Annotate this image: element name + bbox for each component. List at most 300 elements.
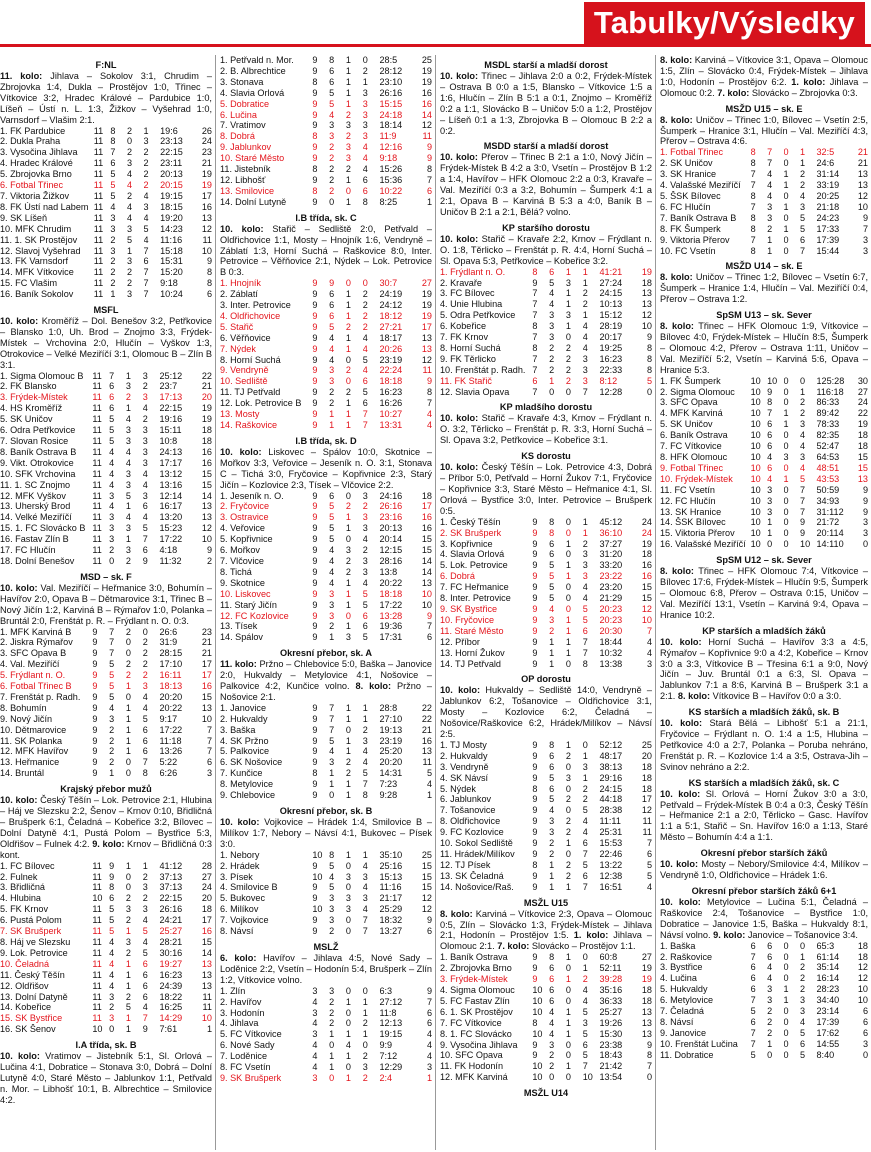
table-row [440,278,652,289]
table-cell: 5 [109,681,115,692]
table-cell: 36:10 [599,527,623,538]
table-cell: 4 [582,582,588,593]
league-title: KP starších a mladších žáků [702,625,826,636]
table-cell: 3 [862,528,868,539]
table-cell: 5 [329,860,335,871]
team-name: 11. 1. SK Prostějov [0,234,78,245]
table-cell: 13:27 [379,926,403,937]
team-name: 8. Metylovice [220,779,274,790]
table-cell: 13 [421,332,432,343]
table-cell: 9 [862,495,868,506]
table-cell: 9 [532,1039,538,1050]
table-cell: 22 [857,408,868,419]
table-cell: 0 [565,549,571,560]
table-row [0,681,212,692]
league-title: I.A třída, sk. B [75,1040,137,1051]
team-name: 10. SFC Opava [440,1050,503,1061]
table-cell: 5 [329,87,335,98]
table-cell: 3 [800,995,806,1006]
team-name: 1. Sigma Olomouc B [0,370,84,381]
table-cell: 5 [426,768,432,779]
league-section [220,647,432,801]
table-cell: 19 [421,289,432,300]
table-cell: 5 [549,593,555,604]
table-cell: 9:28 [379,790,398,801]
team-name: 1. Frýdlant n. O. [440,266,506,277]
table-row [220,197,432,208]
table-cell: 8 [206,278,212,289]
table-row [220,589,432,600]
table-cell: 7 [426,621,432,632]
table-cell: 5 [109,414,115,425]
table-cell: 0 [783,190,789,201]
table-cell: 6 [767,951,773,962]
table-cell: 36:33 [599,995,623,1006]
table-cell: 9:9 [379,1040,393,1051]
table-cell: 1 [125,958,131,969]
table-cell: 12:29 [379,1062,403,1073]
table-cell: 0 [126,136,133,147]
table-cell: 21 [201,648,212,659]
table-cell: 9 [312,860,318,871]
team-name: 10. Frenštát Lučina [660,1038,738,1049]
table-cell: 1 [800,147,806,158]
table-cell: 8 [312,131,318,142]
table-cell: 2 [142,648,148,659]
team-name: 8. HFK Olomouc [660,452,728,462]
table-cell: 9 [532,739,538,750]
table-cell: 9 [92,713,98,724]
table-cell: 11 [93,125,104,136]
table-cell: 27:12 [379,996,403,1007]
table-cell: 9 [312,588,318,599]
table-row [0,512,212,523]
table-cell: 5 [646,859,652,870]
table-cell: 20:14 [379,534,403,545]
table-cell: 0 [783,386,789,397]
team-name: 15. Viktoria Přerov [660,528,735,539]
table-cell: 6 [142,958,148,969]
table-row [660,941,868,952]
team-name: 15. FC Vlašim [0,278,58,289]
table-cell: 4 [767,473,773,484]
league-title: MSFL [93,305,119,316]
table-cell: 9 [532,614,538,625]
table-cell: 1 [565,1028,571,1039]
table-cell: 23:13 [160,136,183,147]
table-cell: 0 [345,882,351,893]
table-cell: 2 [582,538,588,549]
table-cell: 4 [582,995,588,1006]
table-cell: 7 [329,724,335,735]
team-name: 11. 1. SC Znojmo [0,479,71,490]
table-row [660,419,868,430]
table-cell: 13 [201,501,212,512]
team-name: 1. Hnojník [220,278,261,289]
table-cell: 1 [125,746,131,757]
table-cell: 2 [345,131,351,142]
table-cell: 2 [565,353,571,364]
table-cell: 3 [549,816,555,827]
table-cell: 24:13 [159,446,183,457]
table-cell: 11:16 [160,234,183,245]
table-cell: 16:23 [599,353,623,364]
table-cell: 3 [125,381,131,392]
table-cell: 9 [312,599,318,610]
table-row [220,872,432,883]
table-row [220,311,432,322]
team-name: 3. Hodonín [220,1007,265,1018]
table-cell: 7:61 [159,1024,178,1035]
table-cell: 17:13 [159,392,183,403]
table-cell: 0 [783,495,789,506]
table-cell: 4 [767,180,773,191]
table-cell: 9 [532,849,538,859]
table-cell: 5 [142,713,148,724]
table-cell: 15 [201,468,212,479]
table-cell: 2 [345,555,351,566]
table-cell: 9 [312,926,318,937]
table-cell: 7 [582,881,588,892]
table-cell: 11 [93,245,104,256]
table-cell: 4 [126,212,133,223]
table-cell: 1 [345,1029,351,1040]
table-row [0,1002,212,1013]
table-cell: 13 [421,746,432,757]
table-cell: 5 [800,1027,806,1038]
team-name: 8. Tichá [220,566,252,577]
table-cell: 78:33 [816,419,840,430]
team-name: 2. Havířov [220,996,262,1007]
table-cell: 4 [549,603,555,614]
table-cell: 2 [125,626,131,637]
round-results: 10. kolo: Horní Suchá – Havířov 3:3 a 4:5, Rýmařov – Kopřivnice 9:0 a 4:2, Kobeřice – Krnov 3:0 a 3:3, Vítkovice B – Třesina 6:1 a 9:0, Nový Jičín – Juv. Bruntál 0:1 a 6:3, Sl. Opava – Jablunkov 7:1 a 8:6, Karviná B – Brušperk 3:1 a 2:1. 8. kolo: Vítkovice B – Havířov 0:0 a 3:0. [660,636,868,702]
round-results: 10. kolo: Sl. Orlová – Horní Žukov 3:0 a 3:0, Petřvald – Frýdek-Místek B 0:4 a 0:3, Český Těšín – Heřmanice 2:1 a 2:0, Těrlicko – Gasc. Havířov 1:1 a 5:1, Stařič – Sn. Havířov 16:0 a 1:13, Staré Město – Bohumín 4:4 a 1:1. [660,788,868,843]
table-cell: 9 [532,593,538,604]
team-name: 6. Milíkov [220,904,259,915]
table-cell: 8 [750,212,756,223]
table-cell: 4 [767,452,773,462]
table-cell: 41:21 [599,266,623,277]
team-name: 8. Dobrá [220,131,255,142]
table-cell: 4 [800,1016,806,1027]
table-cell: 3 [345,120,351,131]
table-cell: 1 [565,1061,571,1072]
table-cell: 9 [312,398,318,409]
table-row [220,322,432,333]
table-cell: 3 [312,1007,318,1018]
table-row [0,180,212,191]
table-cell: 15 [421,871,432,882]
table-cell: 14:29 [159,1013,183,1024]
table-row [220,746,432,757]
table-cell: 7 [582,849,588,859]
table-cell: 9 [532,881,538,892]
table-cell: 8 [362,790,368,801]
table-cell: 10 [800,539,811,550]
table-cell: 9 [532,1050,538,1061]
table-row [220,164,432,175]
table-cell: 6 [329,490,335,501]
table-cell: 4 [362,860,368,871]
table-cell: 7 [582,647,588,658]
table-cell: 19 [201,180,212,191]
table-cell: 1 [345,300,351,311]
table-cell: 6 [362,398,368,409]
table-cell: 2 [329,1007,335,1018]
team-name: 4. HS Kroměříž [0,403,63,414]
table-cell: 2 [549,342,555,353]
table-cell: 9 [312,420,318,430]
table-cell: 4 [125,446,131,457]
team-name: 11. Staré Město [440,625,504,636]
team-name: 3. SK Hranice [660,169,717,180]
table-cell: 6 [549,750,555,761]
table-cell: 9 [532,772,538,783]
table-cell: 27 [857,386,868,397]
team-name: 9. Vendryně [220,365,269,376]
table-cell: 34:93 [816,495,840,506]
table-cell: 10 [750,539,761,550]
league-title: Okresní přebor starších žáků 6+1 [691,886,837,896]
league-section [660,706,868,773]
table-cell: 27 [641,952,652,963]
table-cell: 3 [549,1039,555,1050]
table-cell: 11 [92,490,102,501]
league-title: I.B třída, sk. D [295,435,357,446]
league-section [440,401,652,446]
team-name: 7. Vlčovice [220,555,264,566]
table-row [440,963,652,974]
table-cell: 4 [582,321,588,332]
table-cell: 7 [750,995,756,1006]
table-cell: 8 [329,55,335,65]
table-cell: 0 [783,539,789,550]
table-row [220,175,432,186]
table-cell: 9 [92,735,98,746]
table-cell: 0 [565,1039,571,1050]
table-cell: 8 [312,185,318,196]
table-cell: 39:28 [599,974,623,985]
table-cell: 35:14 [816,962,840,973]
table-cell: 2 [345,365,351,376]
table-cell: 3 [565,277,571,288]
table-cell: 15 [857,462,868,473]
table-cell: 0 [783,212,789,223]
table-cell: 13 [641,1006,652,1017]
table-cell: 5 [329,512,335,523]
table-cell: 26:16 [159,904,183,915]
team-name: 1. Baník Ostrava [440,952,508,963]
table-cell: 1 [565,288,571,299]
table-cell: 4 [362,343,368,354]
table-cell: 1 [565,625,571,636]
team-name: 9. FC Kozlovice [440,827,504,838]
table-cell: 13 [641,1028,652,1039]
team-name: 11. TJ Petřvald [220,387,281,398]
table-cell: 9 [92,659,98,670]
table-cell: 9 [312,577,318,588]
league-section [220,435,432,643]
table-cell: 1 [767,1038,773,1049]
round-results: 10. kolo: Český Těšín – Lok. Petrovice 4:3, Dobrá – Příbor 5:0, Petřvald – Horní Žukov 7:1, Fryčovice – Kopřivnice 3:3, Staré Město – Heřmanice 4:1, Sl. Orlová – Bystřice 3:0, Inter. Petrovice – Brušperk 0:5. [440,462,652,516]
table-cell: 2 [329,185,335,196]
table-cell: 8 [549,952,555,963]
table-cell: 0 [362,985,368,996]
table-cell: 9 [92,648,98,659]
table-row [220,915,432,926]
table-cell: 18 [641,995,652,1006]
team-name: 7. Viktoria Žižkov [0,190,70,201]
table-cell: 9 [92,670,98,681]
table-row [0,469,212,480]
table-cell: 2 [800,962,806,973]
table-cell: 2 [125,893,131,904]
team-name: 13. Heřmanice [0,757,60,768]
table-cell: 7 [426,996,432,1007]
team-name: 6. Věřňovice [220,332,271,343]
table-cell: 16 [201,201,212,212]
team-name: 7. Nýdek [220,343,256,354]
table-cell: 6 [549,538,555,549]
table-cell: 37:13 [159,871,183,882]
table-cell: 2 [565,750,571,761]
table-cell: 1 [345,779,351,790]
table-cell: 10:24 [160,289,183,300]
table-cell: 12 [421,354,432,365]
table-cell: 18:32 [379,915,403,926]
league-title: KP staršího dorostu [502,222,590,233]
team-name: 1. FK Pardubice [0,125,66,136]
table-cell: 24:16 [379,490,403,501]
table-cell: 1 [125,713,131,724]
table-cell: 2 [362,1051,368,1062]
table-row [660,1028,868,1039]
table-cell: 19:20 [160,212,183,223]
table-cell: 0 [783,430,789,441]
table-row [440,794,652,805]
table-cell: 16:51 [599,881,623,892]
table-cell: 60:8 [599,952,618,963]
table-cell: 2 [582,974,588,985]
table-cell: 1 [125,980,131,991]
round-results: 10. kolo: Kroměříž – Dol. Benešov 3:2, Petřkovice – Blansko 1:0, Uh. Brod – Znojmo 3:3, Frýdek-Místek – Vrchovina 2:0, Hlučín – Vyškov 1:3, Otrokovice – Velké Meziříčí 3:1, Olomouc B – Zlín B 3:1. [0,316,212,370]
team-name: 16. Fastav Zlín B [0,534,69,545]
team-name: 4. Lučina [660,973,697,984]
table-cell: 28:23 [816,984,840,995]
team-name: 14. Bruntál [0,768,44,779]
table-cell: 11 [92,446,102,457]
table-cell: 1 [767,517,773,528]
table-cell: 9 [532,538,538,549]
table-cell: 20:22 [159,702,183,713]
table-cell: 3 [767,201,773,212]
table-row [0,158,212,169]
table-cell: 5 [549,277,555,288]
table-cell: 4 [142,1002,148,1013]
table-cell: 6 [750,1016,756,1027]
table-cell: 6 [142,501,148,512]
table-cell: 3 [125,425,131,436]
table-row [440,1040,652,1051]
table-row [220,344,432,355]
table-cell: 1 [143,125,149,136]
table-cell: 3 [549,614,555,625]
table-cell: 0 [646,386,652,397]
table-cell: 9 [312,87,318,98]
table-cell: 24:23 [816,212,840,223]
team-name: 14. Velké Meziříčí [0,512,72,523]
team-name: 7. Vojkovice [220,915,269,926]
table-cell: 9 [532,658,538,669]
table-cell: 15:23 [159,523,183,534]
table-cell: 9 [862,484,868,495]
league-section [440,222,652,398]
table-cell: 12 [641,310,652,321]
table-cell: 7 [329,702,335,713]
league-title: KS dorostu [521,451,571,462]
table-cell: 3 [862,1038,868,1049]
team-name: 12. Libhošť [220,174,266,185]
table-cell: 16 [201,446,212,457]
table-row [0,904,212,915]
table-cell: 10 [750,484,761,495]
table-cell: 11 [93,234,104,245]
team-name: 9. SK Líšeň [0,212,48,223]
table-row [220,142,432,153]
team-name: 4. Valašské Meziříčí [660,180,741,191]
table-cell: 86:33 [816,397,840,408]
table-cell: 0 [109,555,115,566]
table-cell: 23:7 [159,381,178,392]
table-cell: 17:22 [159,534,183,545]
table-cell: 2 [549,625,555,636]
table-cell: 4 [143,234,149,245]
table-cell: 0 [345,534,351,545]
table-cell: 50:59 [816,484,840,495]
table-cell: 24:15 [599,783,623,794]
table-cell: 9 [312,915,318,926]
team-name: 3. Kopřivnice [440,538,493,549]
table-cell: 6 [142,746,148,757]
table-cell: 3 [783,452,789,462]
table-cell: 3 [582,375,588,386]
table-cell: 125:28 [816,375,845,386]
table-cell: 11 [92,904,102,915]
table-cell: 23:19 [379,354,403,365]
table-row [660,952,868,963]
table-row [220,790,432,801]
table-cell: 0 [345,610,351,621]
table-cell: 9 [312,365,318,376]
table-cell: 1 [565,571,571,582]
table-cell: 14 [421,555,432,566]
table-cell: 5 [582,603,588,614]
table-cell: 4 [142,702,148,713]
table-cell: 8 [532,1017,538,1028]
team-name: 3. Vendryně [440,761,489,772]
table-cell: 11 [93,136,104,147]
table-cell: 15:12 [599,310,623,321]
table-cell: 1 [783,984,789,995]
table-cell: 9 [312,278,318,289]
team-name: 12. Lok. Petrovice B [220,398,302,409]
table-cell: 4 [549,288,555,299]
round-results: 11. kolo: Jihlava – Sokolov 3:1, Chrudim – Zbrojovka 1:4, Dukla – Prostějov 1:0, Třinec – Vítkovice 3:2, Hradec Králové – Pardubice 1:0, Líšeň – Ústí n. L. 1:3, Žižkov – Vyšehrad 1:0, Varnsdorf – Vlašim 2:1. [0,71,212,125]
table-cell: 2 [345,109,351,120]
table-cell: 52:47 [816,441,840,452]
table-cell: 3 [142,370,148,381]
